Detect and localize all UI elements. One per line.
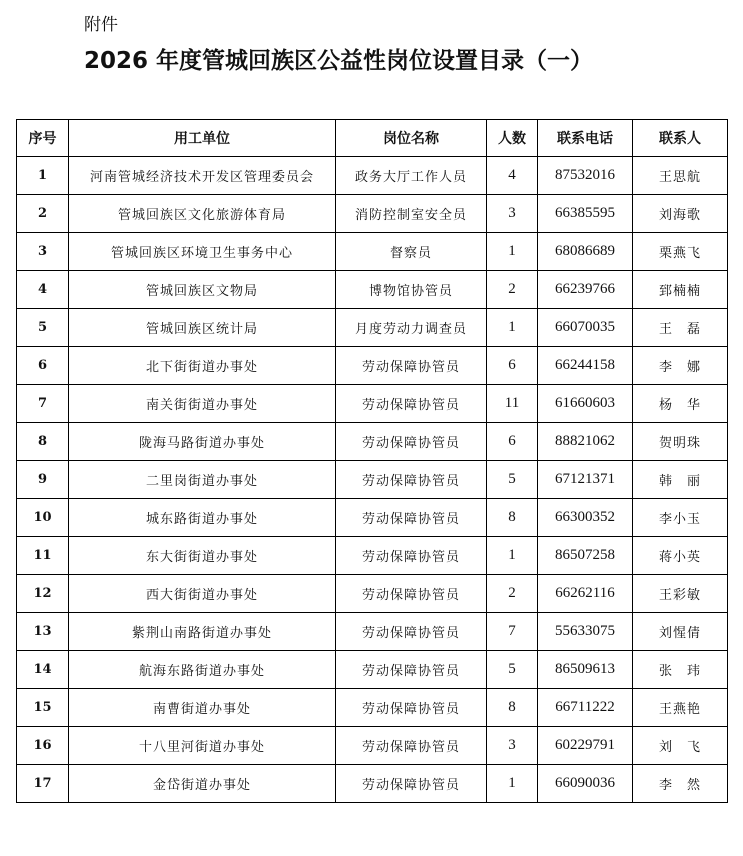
row-seq: 2 (17, 195, 69, 233)
row-phone: 60229791 (538, 727, 633, 765)
table-header-row (17, 120, 728, 157)
row-position: 劳动保障协管员 (336, 689, 487, 727)
column-header-position: 岗位名称 (336, 120, 487, 157)
row-phone: 66711222 (538, 689, 633, 727)
row-contact: 王 磊 (633, 309, 728, 347)
table-row (17, 575, 728, 613)
row-contact: 刘海歌 (633, 195, 728, 233)
row-contact: 栗燕飞 (633, 233, 728, 271)
table-row (17, 423, 728, 461)
row-count: 8 (487, 689, 538, 727)
row-phone: 87532016 (538, 157, 633, 195)
row-phone: 66385595 (538, 195, 633, 233)
row-position: 劳动保障协管员 (336, 499, 487, 537)
row-unit: 河南管城经济技术开发区管理委员会 (69, 157, 336, 195)
row-phone: 66239766 (538, 271, 633, 309)
row-phone: 55633075 (538, 613, 633, 651)
row-contact: 刘 飞 (633, 727, 728, 765)
row-unit: 城东路街道办事处 (69, 499, 336, 537)
table-row (17, 233, 728, 271)
row-position: 劳动保障协管员 (336, 537, 487, 575)
table-row (17, 271, 728, 309)
row-count: 3 (487, 727, 538, 765)
column-header-unit: 用工单位 (69, 120, 336, 157)
row-contact: 韩 丽 (633, 461, 728, 499)
row-position: 劳动保障协管员 (336, 347, 487, 385)
column-header-seq: 序号 (17, 120, 69, 157)
positions-table (16, 119, 728, 803)
row-seq: 4 (17, 271, 69, 309)
row-contact: 郅楠楠 (633, 271, 728, 309)
row-count: 1 (487, 537, 538, 575)
row-contact: 刘惺倩 (633, 613, 728, 651)
row-unit: 二里岗街道办事处 (69, 461, 336, 499)
row-count: 5 (487, 651, 538, 689)
row-count: 6 (487, 423, 538, 461)
row-count: 3 (487, 195, 538, 233)
row-seq: 11 (17, 537, 69, 575)
row-seq: 7 (17, 385, 69, 423)
row-position: 月度劳动力调查员 (336, 309, 487, 347)
row-position: 督察员 (336, 233, 487, 271)
row-seq: 17 (17, 765, 69, 803)
row-phone: 68086689 (538, 233, 633, 271)
row-count: 4 (487, 157, 538, 195)
row-count: 5 (487, 461, 538, 499)
row-position: 消防控制室安全员 (336, 195, 487, 233)
column-header-contact: 联系人 (633, 120, 728, 157)
row-unit: 陇海马路街道办事处 (69, 423, 336, 461)
row-seq: 12 (17, 575, 69, 613)
table-row (17, 651, 728, 689)
row-position: 劳动保障协管员 (336, 651, 487, 689)
table-row (17, 499, 728, 537)
page-title: 2026 年度管城回族区公益性岗位设置目录（一） (84, 48, 594, 74)
row-count: 1 (487, 309, 538, 347)
row-contact: 李小玉 (633, 499, 728, 537)
row-contact: 王彩敏 (633, 575, 728, 613)
table-row (17, 765, 728, 803)
row-phone: 88821062 (538, 423, 633, 461)
row-count: 1 (487, 765, 538, 803)
row-position: 政务大厅工作人员 (336, 157, 487, 195)
row-seq: 10 (17, 499, 69, 537)
row-seq: 14 (17, 651, 69, 689)
row-seq: 5 (17, 309, 69, 347)
row-count: 8 (487, 499, 538, 537)
row-position: 劳动保障协管员 (336, 765, 487, 803)
row-contact: 李 然 (633, 765, 728, 803)
row-seq: 13 (17, 613, 69, 651)
row-contact: 贺明珠 (633, 423, 728, 461)
row-unit: 金岱街道办事处 (69, 765, 336, 803)
row-seq: 8 (17, 423, 69, 461)
row-unit: 管城回族区统计局 (69, 309, 336, 347)
row-phone: 66244158 (538, 347, 633, 385)
row-position: 博物馆协管员 (336, 271, 487, 309)
row-count: 1 (487, 233, 538, 271)
row-unit: 南关街街道办事处 (69, 385, 336, 423)
table-row (17, 309, 728, 347)
row-contact: 张 玮 (633, 651, 728, 689)
row-phone: 66262116 (538, 575, 633, 613)
row-phone: 66300352 (538, 499, 633, 537)
row-unit: 北下街街道办事处 (69, 347, 336, 385)
table-row (17, 689, 728, 727)
row-phone: 66090036 (538, 765, 633, 803)
table-row (17, 195, 728, 233)
row-position: 劳动保障协管员 (336, 385, 487, 423)
row-phone: 67121371 (538, 461, 633, 499)
row-seq: 16 (17, 727, 69, 765)
row-phone: 61660603 (538, 385, 633, 423)
row-position: 劳动保障协管员 (336, 613, 487, 651)
row-contact: 杨 华 (633, 385, 728, 423)
row-position: 劳动保障协管员 (336, 423, 487, 461)
row-contact: 李 娜 (633, 347, 728, 385)
row-seq: 1 (17, 157, 69, 195)
attachment-label: 附件 (84, 15, 118, 35)
table-row (17, 537, 728, 575)
row-contact: 王思航 (633, 157, 728, 195)
row-seq: 15 (17, 689, 69, 727)
row-contact: 王燕艳 (633, 689, 728, 727)
row-count: 2 (487, 271, 538, 309)
row-position: 劳动保障协管员 (336, 575, 487, 613)
table-row (17, 157, 728, 195)
row-position: 劳动保障协管员 (336, 461, 487, 499)
row-count: 2 (487, 575, 538, 613)
row-seq: 3 (17, 233, 69, 271)
row-unit: 南曹街道办事处 (69, 689, 336, 727)
row-seq: 6 (17, 347, 69, 385)
row-phone: 86507258 (538, 537, 633, 575)
row-unit: 紫荆山南路街道办事处 (69, 613, 336, 651)
table-body (17, 157, 728, 803)
row-unit: 管城回族区文物局 (69, 271, 336, 309)
row-count: 6 (487, 347, 538, 385)
row-contact: 蒋小英 (633, 537, 728, 575)
table-row (17, 347, 728, 385)
row-phone: 86509613 (538, 651, 633, 689)
table-row (17, 461, 728, 499)
row-unit: 管城回族区环境卫生事务中心 (69, 233, 336, 271)
row-unit: 东大街街道办事处 (69, 537, 336, 575)
row-count: 11 (487, 385, 538, 423)
row-unit: 西大街街道办事处 (69, 575, 336, 613)
row-phone: 66070035 (538, 309, 633, 347)
row-position: 劳动保障协管员 (336, 727, 487, 765)
column-header-phone: 联系电话 (538, 120, 633, 157)
row-unit: 十八里河街道办事处 (69, 727, 336, 765)
row-unit: 航海东路街道办事处 (69, 651, 336, 689)
row-unit: 管城回族区文化旅游体育局 (69, 195, 336, 233)
table-row (17, 613, 728, 651)
row-count: 7 (487, 613, 538, 651)
row-seq: 9 (17, 461, 69, 499)
column-header-count: 人数 (487, 120, 538, 157)
table-row (17, 727, 728, 765)
table-row (17, 385, 728, 423)
